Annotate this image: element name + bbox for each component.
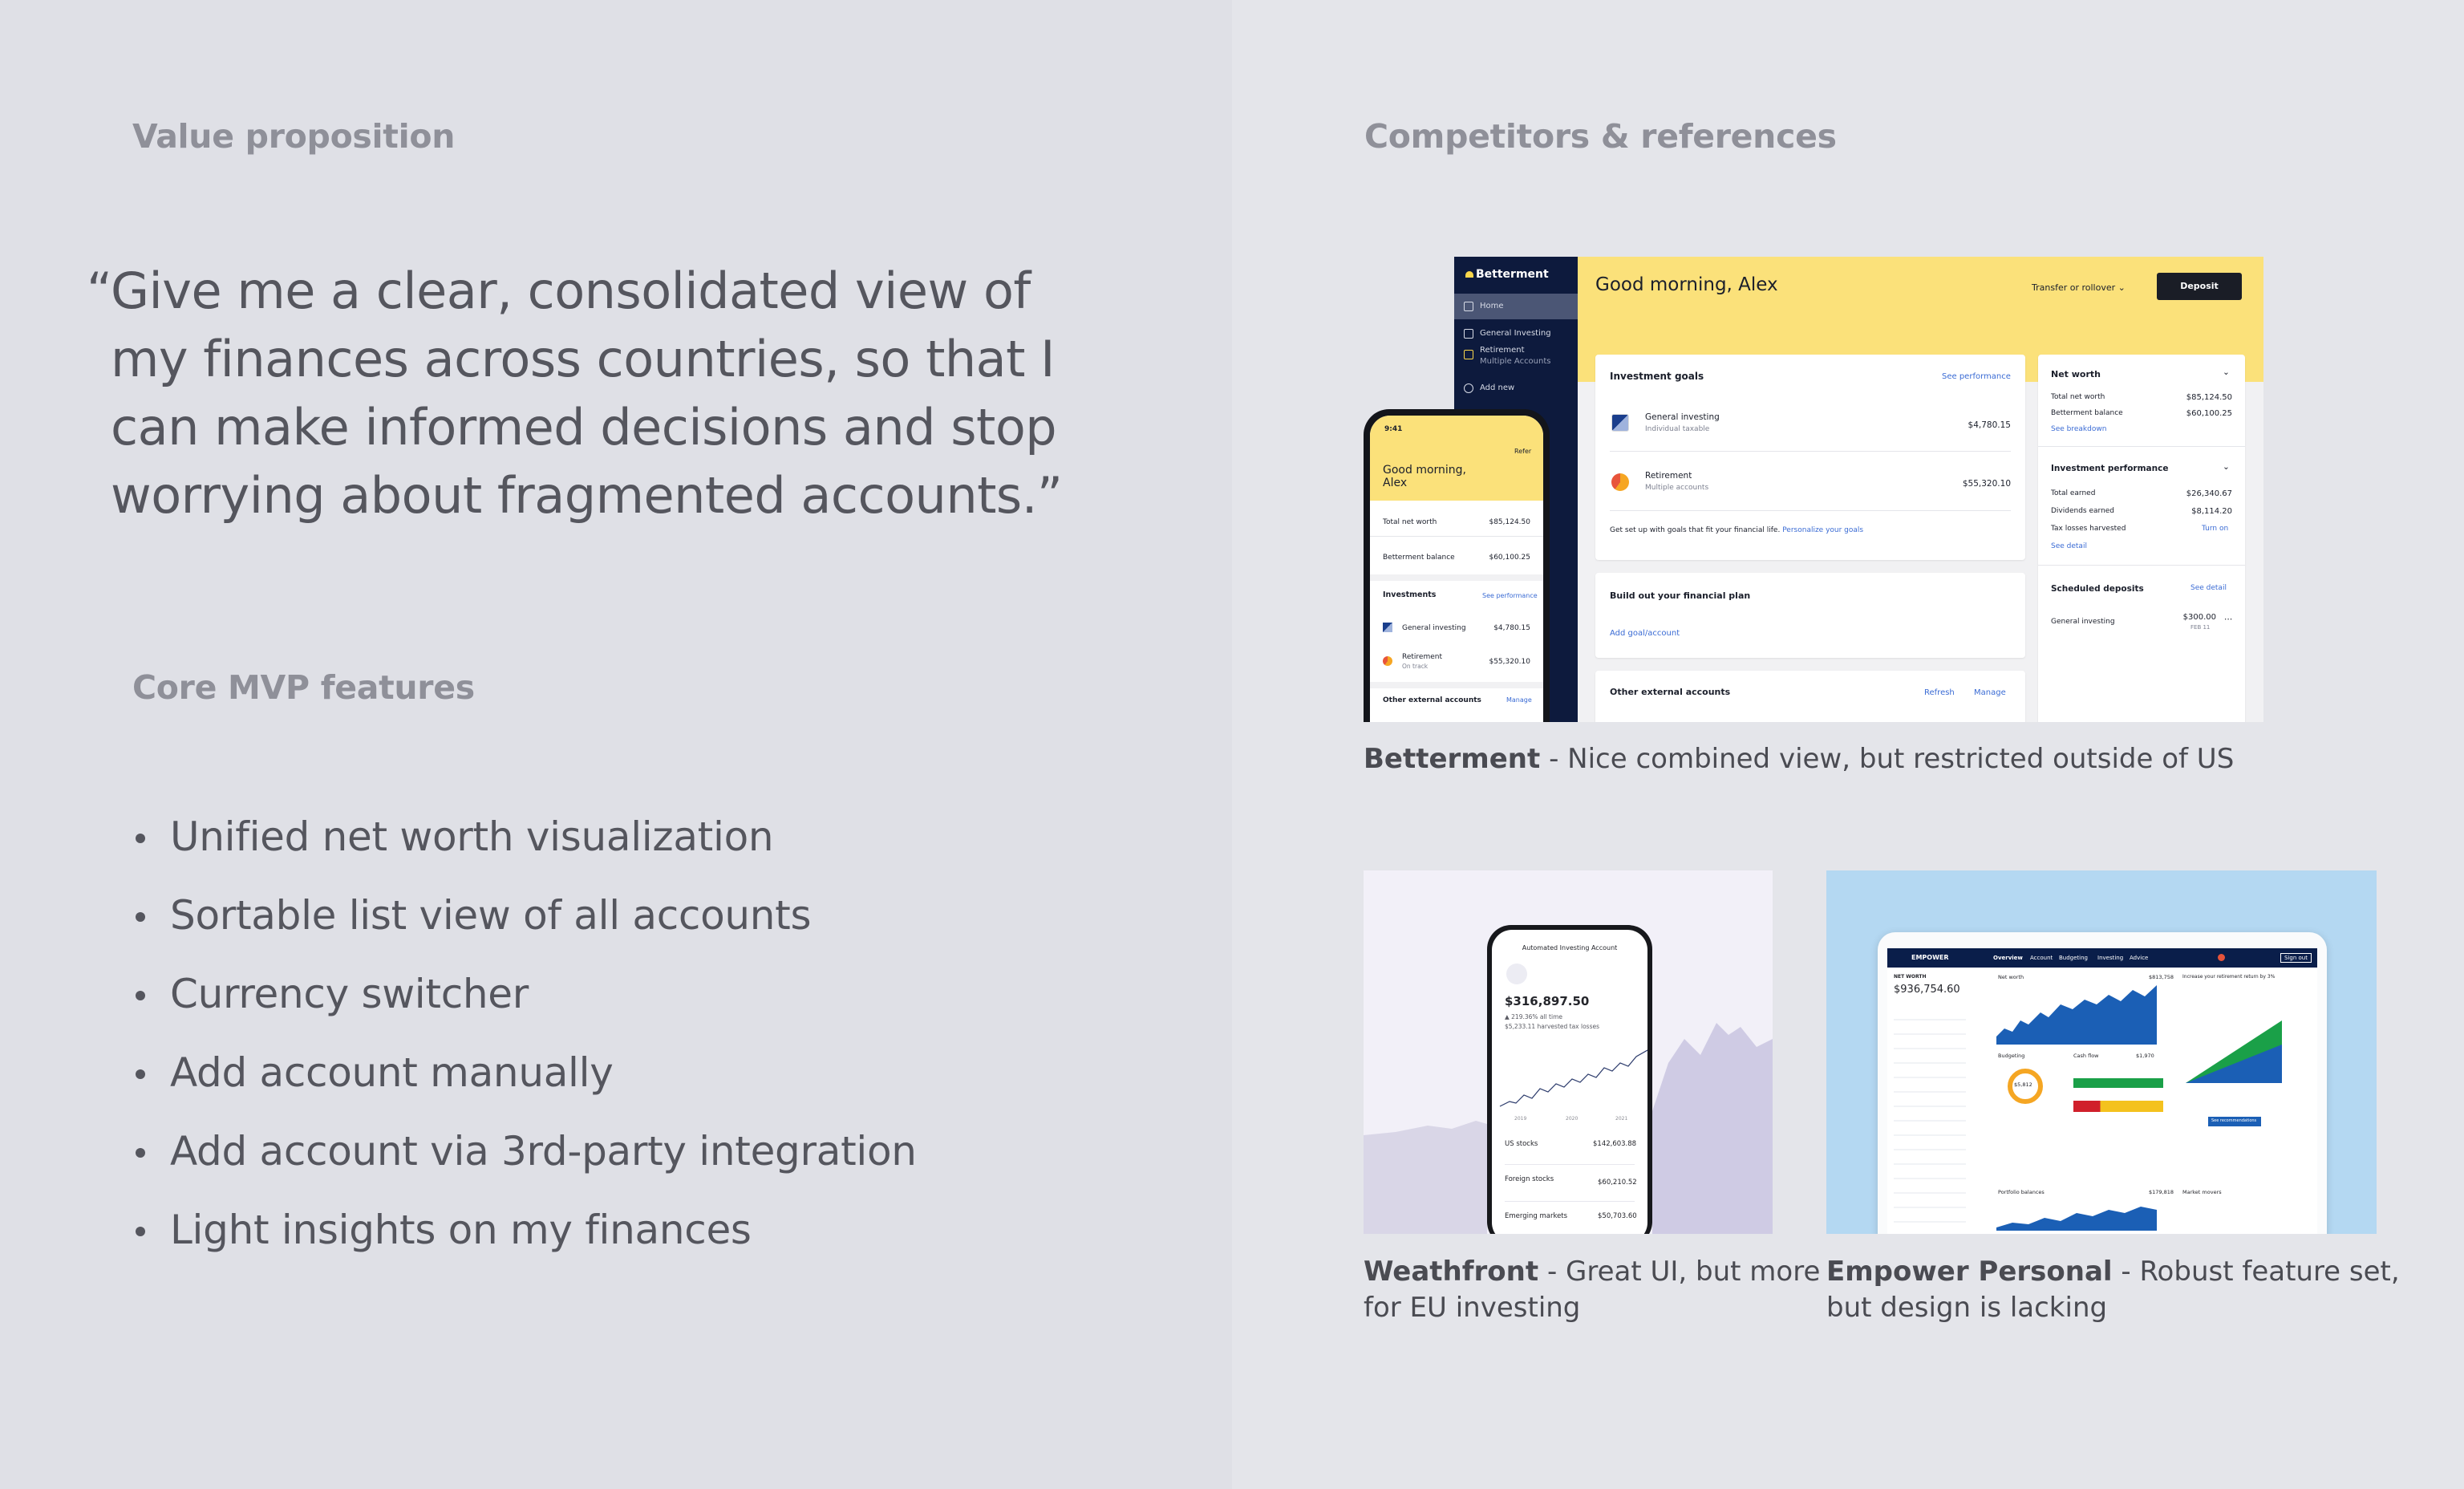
core-features-heading: Core MVP features: [132, 668, 475, 707]
chevron-down-icon: ⌄: [2223, 367, 2230, 377]
quote-line: “ Give me a clear, consolidated view of: [111, 257, 1113, 325]
external-accounts-card: Other external accounts Refresh Manage: [1595, 671, 2025, 722]
feature-item: Sortable list view of all accounts: [133, 883, 917, 962]
wealthfront-line-chart: [1492, 1042, 1647, 1114]
accounts-sidebar-list: [1894, 1006, 1966, 1234]
sidebar-item-retirement: Retirement Multiple Accounts: [1454, 342, 1578, 367]
cashflow-income-bar: [2073, 1078, 2163, 1088]
empower-nav-bar: EMPOWER Overview Account Budgeting Investing Advice Sign out: [1887, 948, 2317, 968]
empower-portfolio-chart: [1996, 1199, 2157, 1231]
wealthfront-phone: Automated Investing Account $316,897.50 ▲ 219.36% all time $5,233.11 harvested tax losses 2019 2020 2021 US stocks $142,603.88 Foreign stocks $60,210.52 Emerging markets $50,703.60: [1487, 925, 1652, 1234]
wealthfront-caption: Weathfront - Great UI, but more for EU investing: [1364, 1256, 1821, 1324]
sidebar-item-add-new: Add new: [1454, 375, 1578, 401]
feature-item: Currency switcher: [133, 962, 917, 1041]
betterment-logo: Betterment: [1465, 268, 1549, 281]
empower-laptop: EMPOWER Overview Account Budgeting Investing Advice Sign out NET WORTH $936,754.60 Net worth $813,758 Budgeting $5,812 Cash flow $1,970 Portfolio balances $179,818 Increase your retirement return by 3% See recommendations Market movers: [1878, 932, 2327, 1234]
chevron-down-icon: ⌄: [2223, 462, 2230, 472]
betterment-screenshot: [1364, 257, 2263, 722]
home-icon: [1464, 302, 1473, 311]
financial-plan-card: Build out your financial plan Add goal/account: [1595, 573, 2025, 658]
chevron-down-icon: ⌄: [2118, 282, 2126, 293]
competitors-heading: Competitors & references: [1364, 117, 1837, 156]
greeting: Good morning, Alex: [1595, 274, 1778, 295]
quote-open-mark: “: [87, 262, 112, 320]
feature-item: Light insights on my finances: [133, 1198, 917, 1276]
quote-line: worrying about fragmented accounts.”: [111, 466, 1063, 525]
empower-caption: Empower Personal - Robust feature set, but design is lacking: [1826, 1256, 2400, 1324]
deposit-button: Deposit: [2157, 273, 2242, 300]
retirement-icon: [1611, 473, 1629, 491]
see-recommendations-button: See recommendations: [2208, 1117, 2261, 1126]
plus-icon: [1464, 383, 1473, 393]
account-icon: [1506, 964, 1527, 984]
core-features-list: [133, 805, 917, 1276]
goals-note: Get set up with goals that fit your financial life. Personalize your goals: [1610, 526, 1864, 534]
sidebar-item-general-investing: General Investing: [1454, 321, 1578, 347]
value-proposition-heading: Value proposition: [132, 117, 456, 156]
more-icon: ⋯: [2224, 615, 2233, 624]
card-title: Investment goals: [1610, 371, 1704, 382]
investment-goals-card: Investment goals See performance General investing Individual taxable $4,780.15 Retirement Multiple accounts $55,320.10 Get set up with goals that fit your financial life. Personalize your goals: [1595, 355, 2025, 560]
empower-screenshot: [1826, 870, 2377, 1234]
net-worth-card: Net worth ⌄ Total net worth $85,124.50 Betterment balance $60,100.25 See breakdown Investment performance ⌄ Total earned $26,340.67 Dividends earned $8,114.20 Tax losses harvested Turn on See detail Scheduled deposits See detail General investing $300.00 FEB 11 ⋯: [2038, 355, 2245, 722]
quote-line: my finances across countries, so that I: [111, 330, 1055, 388]
value-proposition-quote: [87, 257, 1113, 529]
feature-item: Add account via 3rd-party integration: [133, 1119, 917, 1198]
retirement-icon: [1464, 350, 1473, 359]
empower-net-worth-chart: [1996, 980, 2157, 1045]
sidebar-item-home: Home: [1454, 294, 1578, 319]
general-investing-icon: [1611, 414, 1629, 432]
feature-item: Unified net worth visualization: [133, 805, 917, 883]
see-performance-link: See performance: [1942, 372, 2011, 381]
cashflow-expense-bar: [2073, 1101, 2163, 1112]
feature-item: Add account manually: [133, 1041, 917, 1119]
quote-line: can make informed decisions and stop: [111, 398, 1057, 456]
betterment-phone-view: 9:41 Refer Good morning, Alex Total net worth $85,124.50 Betterment balance $60,100.25 Investments See performance General investing $4,780.15 Retirement On track $55,320.10 Other external accounts Manage: [1364, 409, 1550, 722]
wealthfront-screenshot: [1364, 870, 1773, 1234]
empower-retirement-chart: [2186, 1012, 2282, 1085]
notification-icon: [2218, 954, 2225, 961]
betterment-caption: Betterment - Nice combined view, but restricted outside of US: [1364, 743, 2235, 775]
betterment-desktop-view: [1454, 257, 2263, 722]
transfer-link: Transfer or rollover ⌄: [2032, 282, 2126, 293]
investing-icon: [1464, 329, 1473, 339]
